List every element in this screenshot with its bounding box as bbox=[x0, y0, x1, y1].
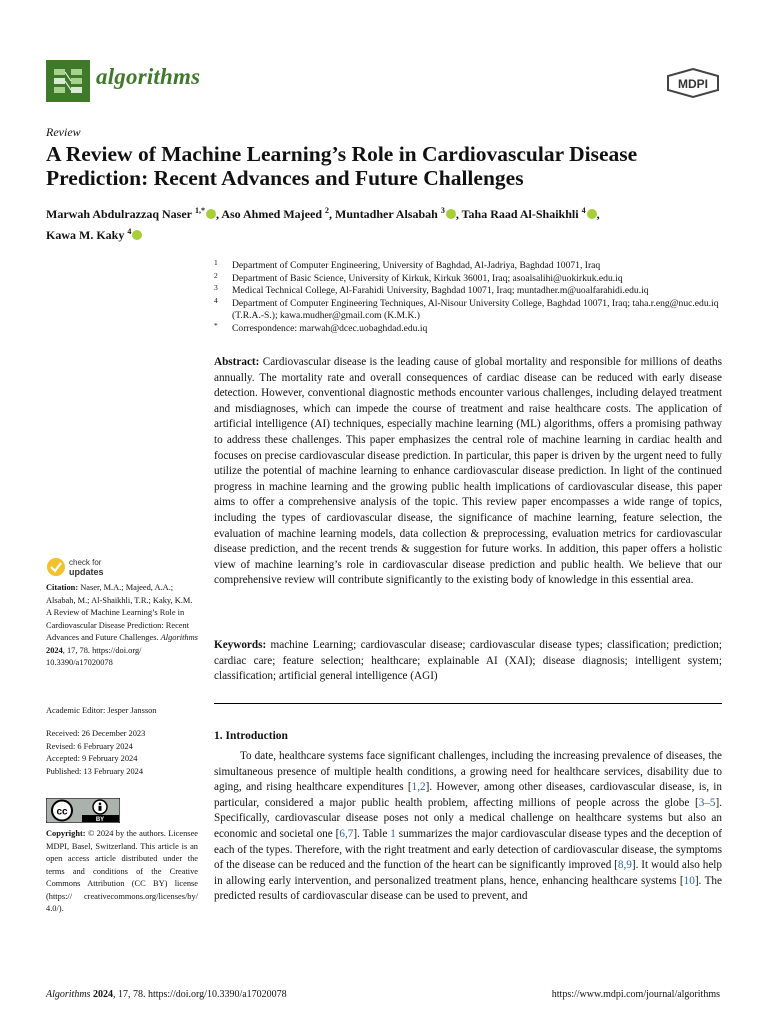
date-accepted: Accepted: 9 February 2024 bbox=[46, 754, 138, 763]
reference-link[interactable]: 3–5 bbox=[698, 796, 716, 809]
author-sup: 4 bbox=[127, 227, 132, 236]
affiliation-text: Department of Computer Engineering, University of Baghdad, Al-Jadriya, Baghdad 10071, Iraq bbox=[232, 260, 601, 271]
footer-volume-doi[interactable]: , 17, 78. https://doi.org/10.3390/a17020078 bbox=[112, 989, 287, 1000]
orcid-icon[interactable] bbox=[206, 209, 216, 219]
svg-text:updates: updates bbox=[69, 567, 104, 577]
mdpi-logo-icon bbox=[666, 68, 720, 98]
affiliations bbox=[214, 260, 724, 335]
affiliation-text: Department of Computer Engineering Techniques, Al-Nisour University College, Baghdad 10071, Iraq; taha.r.eng@nuc.edu.iq (T.R.A.-S.); kawa.mudher@gmail.com (K.M.K.) bbox=[232, 297, 719, 321]
svg-text:MDPI: MDPI bbox=[678, 77, 708, 91]
affiliation-mark: 2 bbox=[214, 270, 218, 280]
keywords-text: machine Learning; cardiovascular disease; cardiovascular disease types; classification; prediction; cardiac care; feature selection; healthcare; explainable AI (XAI); disease diagnosis; intelligent system; classification; artificial general intelligence (AGI) bbox=[214, 639, 722, 683]
footer-journal-url[interactable]: https://www.mdpi.com/journal/algorithms bbox=[551, 989, 720, 1000]
citation-text: Naser, M.A.; Majeed, A.A.; Alsabah, M.; Al-Shaikhli, T.R.; Kaky, K.M. A Review of Machine Learning’s Role in Cardiovascular Disease Prediction: Recent Advances and Future Challenges. bbox=[46, 583, 193, 642]
intro-text: ]. It would also help in allowing early intervention, and personalized treatment plans, hence, enhancing healthcare systems [ bbox=[214, 859, 723, 887]
footer-citation bbox=[46, 989, 287, 1000]
journal-name: algorithms bbox=[96, 64, 201, 89]
citation-rest[interactable]: , 17, 78. https://doi.org/ 10.3390/a17020078 bbox=[46, 645, 142, 667]
affiliation-item bbox=[214, 285, 724, 298]
publication-dates bbox=[46, 728, 198, 778]
journal-logo-icon bbox=[46, 60, 90, 102]
author-name: Marwah Abdulrazzaq Naser bbox=[46, 207, 192, 221]
svg-text:check for: check for bbox=[69, 558, 102, 567]
affiliation-text: Medical Technical College, Al-Farahidi University, Baghdad 10071, Iraq; muntadher.m@uoalfarahidi.edu.iq bbox=[232, 285, 649, 296]
intro-text: To date, healthcare systems face significant challenges, including the increasing prevalence of diseases, the simultaneous presence of multiple health conditions, a growing need for healthcare services, disability due to aging, and rising healthcare expenditures [ bbox=[214, 750, 722, 794]
date-published: Published: 13 February 2024 bbox=[46, 766, 144, 776]
svg-text:BY: BY bbox=[95, 817, 105, 823]
reference-link[interactable]: 10 bbox=[683, 874, 695, 887]
reference-link[interactable]: 6,7 bbox=[339, 827, 354, 840]
affiliation-text: Correspondence: marwah@dcec.uobaghdad.edu.iq bbox=[232, 322, 428, 334]
author-list: Marwah Abdulrazzaq Naser $^{1,*}$ , Aso Ahmed Majeed $^2$, Muntadher Alsabah $^3$ , Taha Raad Al-Shaikhli $^4$ , Kawa M. Kaky $^4$ bbox=[46, 206, 600, 242]
title-line-2: Prediction: Recent Advances and Future Challenges bbox=[46, 166, 524, 190]
affiliation-mark: * bbox=[214, 320, 218, 330]
affiliation-text: Department of Basic Science, University of Kirkuk, Kirkuk 36001, Iraq; asoalsalihi@uokirkuk.edu.iq bbox=[232, 272, 623, 284]
footer-year: 2024 bbox=[92, 989, 113, 1000]
author-sup: 3 bbox=[440, 206, 445, 215]
author-sup: 1,* bbox=[195, 206, 205, 215]
orcid-icon[interactable] bbox=[132, 230, 142, 240]
section-divider bbox=[214, 703, 722, 704]
article-type: Review bbox=[46, 125, 81, 139]
abstract bbox=[214, 355, 722, 589]
intro-text: summarizes the major cardiovascular disease types and the deception of each of the types. Therefore, with the right treatment and early detection of cardiovascular disease, the symptoms of the disease can be reduced and the function of the heart can be significantly improved [ bbox=[214, 827, 722, 872]
keywords-label: Keywords: bbox=[214, 639, 267, 651]
citation-label: Citation: bbox=[46, 583, 79, 592]
affiliation-item bbox=[214, 260, 724, 273]
author-sup: 2 bbox=[325, 206, 330, 215]
date-revised: Revised: 6 February 2024 bbox=[46, 741, 133, 751]
author-name: Muntadher Alsabah bbox=[335, 207, 438, 221]
academic-editor: Academic Editor: Jesper Jansson bbox=[46, 706, 157, 715]
abstract-text: Cardiovascular disease is the leading cause of global mortality and responsible for millions of deaths annually. The mortality rate and overall consequences of cardiac disease can be reduced with early disease detection. However, conventional diagnostic methods encounter various challenges, including delayed treatment and misdiagnoses, which can impede the course of treatment and raise healthcare costs. The application of artificial intelligence (AI) techniques, especially machine learning (ML) algorithms, offers a promising pathway to address these challenges. This paper emphasizes the central role of machine learning in cardiac health and focuses on precise cardiovascular disease prediction. In particular, this paper is driven by the urgent need to fully utilize the potential of machine learning to enhance cardiovascular disease prediction. In light of the continued progress in machine learning and the growing public health implications of cardiovascular disease, this paper aims to offer a comprehensive analysis of the topic. This review paper encompasses a wide range of topics, including the types of cardiovascular disease, the significance of machine learning, feature selection, the evaluation of machine learning models, data collection & preprocessing, evaluation metrics for cardiovascular disease prediction, and the recent trends & suggestion for future works. In addition, this paper offers a holistic view of machine learning’s role in cardiovascular disease prediction and public health. We believe that our comprehensive review will contribute significantly to the existing body of knowledge in this essential area. bbox=[214, 356, 722, 587]
reference-link[interactable]: 8,9 bbox=[617, 859, 632, 872]
section-heading: 1. Introduction bbox=[214, 730, 288, 742]
cc-by-license-icon[interactable] bbox=[46, 798, 120, 823]
affiliation-mark: 3 bbox=[214, 283, 218, 292]
keywords bbox=[214, 638, 722, 685]
author-name: Kawa M. Kaky bbox=[46, 228, 125, 242]
intro-text: ]. Specifically, cardiovascular disease poses not only a medical challenge on healthcare systems but also an economic and societal one [ bbox=[214, 796, 722, 840]
title-line-1: A Review of Machine Learning’s Role in Cardiovascular Disease bbox=[46, 142, 638, 166]
affiliation-item bbox=[214, 295, 724, 323]
author-sup: 4 bbox=[581, 206, 586, 215]
author-name: Taha Raad Al-Shaikhli bbox=[461, 207, 579, 221]
citation-block bbox=[46, 582, 198, 670]
table-link[interactable]: 1 bbox=[390, 827, 396, 840]
intro-text: ]. However, among other diseases, cardiovascular disease, is, in particular, considered a major public health problem, affecting millions of people across the globe [ bbox=[214, 781, 722, 809]
affiliation-item bbox=[214, 320, 724, 336]
abstract-label: Abstract: bbox=[214, 356, 260, 368]
affiliation-mark: 1 bbox=[214, 258, 218, 267]
citation-year: 2024 bbox=[46, 645, 63, 655]
intro-text: ]. The predicted results of cardiovascular disease can be used to prevent, and bbox=[214, 874, 722, 903]
intro-text: ]. Table bbox=[353, 827, 391, 840]
orcid-icon[interactable] bbox=[587, 209, 597, 219]
svg-text:cc: cc bbox=[56, 806, 68, 818]
citation-journal: Algorithms bbox=[160, 633, 198, 642]
affiliation-mark: 4 bbox=[214, 295, 218, 305]
orcid-icon[interactable] bbox=[446, 209, 456, 219]
footer-journal: Algorithms bbox=[46, 989, 91, 1000]
article-title bbox=[46, 142, 736, 190]
author-name: Aso Ahmed Majeed bbox=[221, 207, 323, 221]
introduction-paragraph bbox=[214, 749, 722, 905]
reference-link[interactable]: 1,2 bbox=[411, 781, 426, 794]
check-for-updates-button[interactable] bbox=[46, 556, 126, 578]
copyright-label: Copyright: bbox=[46, 829, 86, 838]
copyright-notice bbox=[46, 828, 198, 916]
copyright-text: © 2024 by the authors. Licensee MDPI, Basel, Switzerland. This article is an open access article distributed under the terms and conditions of the Creative Commons Attribution (CC BY) license (https:// creativecommons.org/licenses/by/ 4.0/). bbox=[46, 829, 198, 913]
date-received: Received: 26 December 2023 bbox=[46, 729, 146, 738]
affiliation-item bbox=[214, 270, 724, 286]
